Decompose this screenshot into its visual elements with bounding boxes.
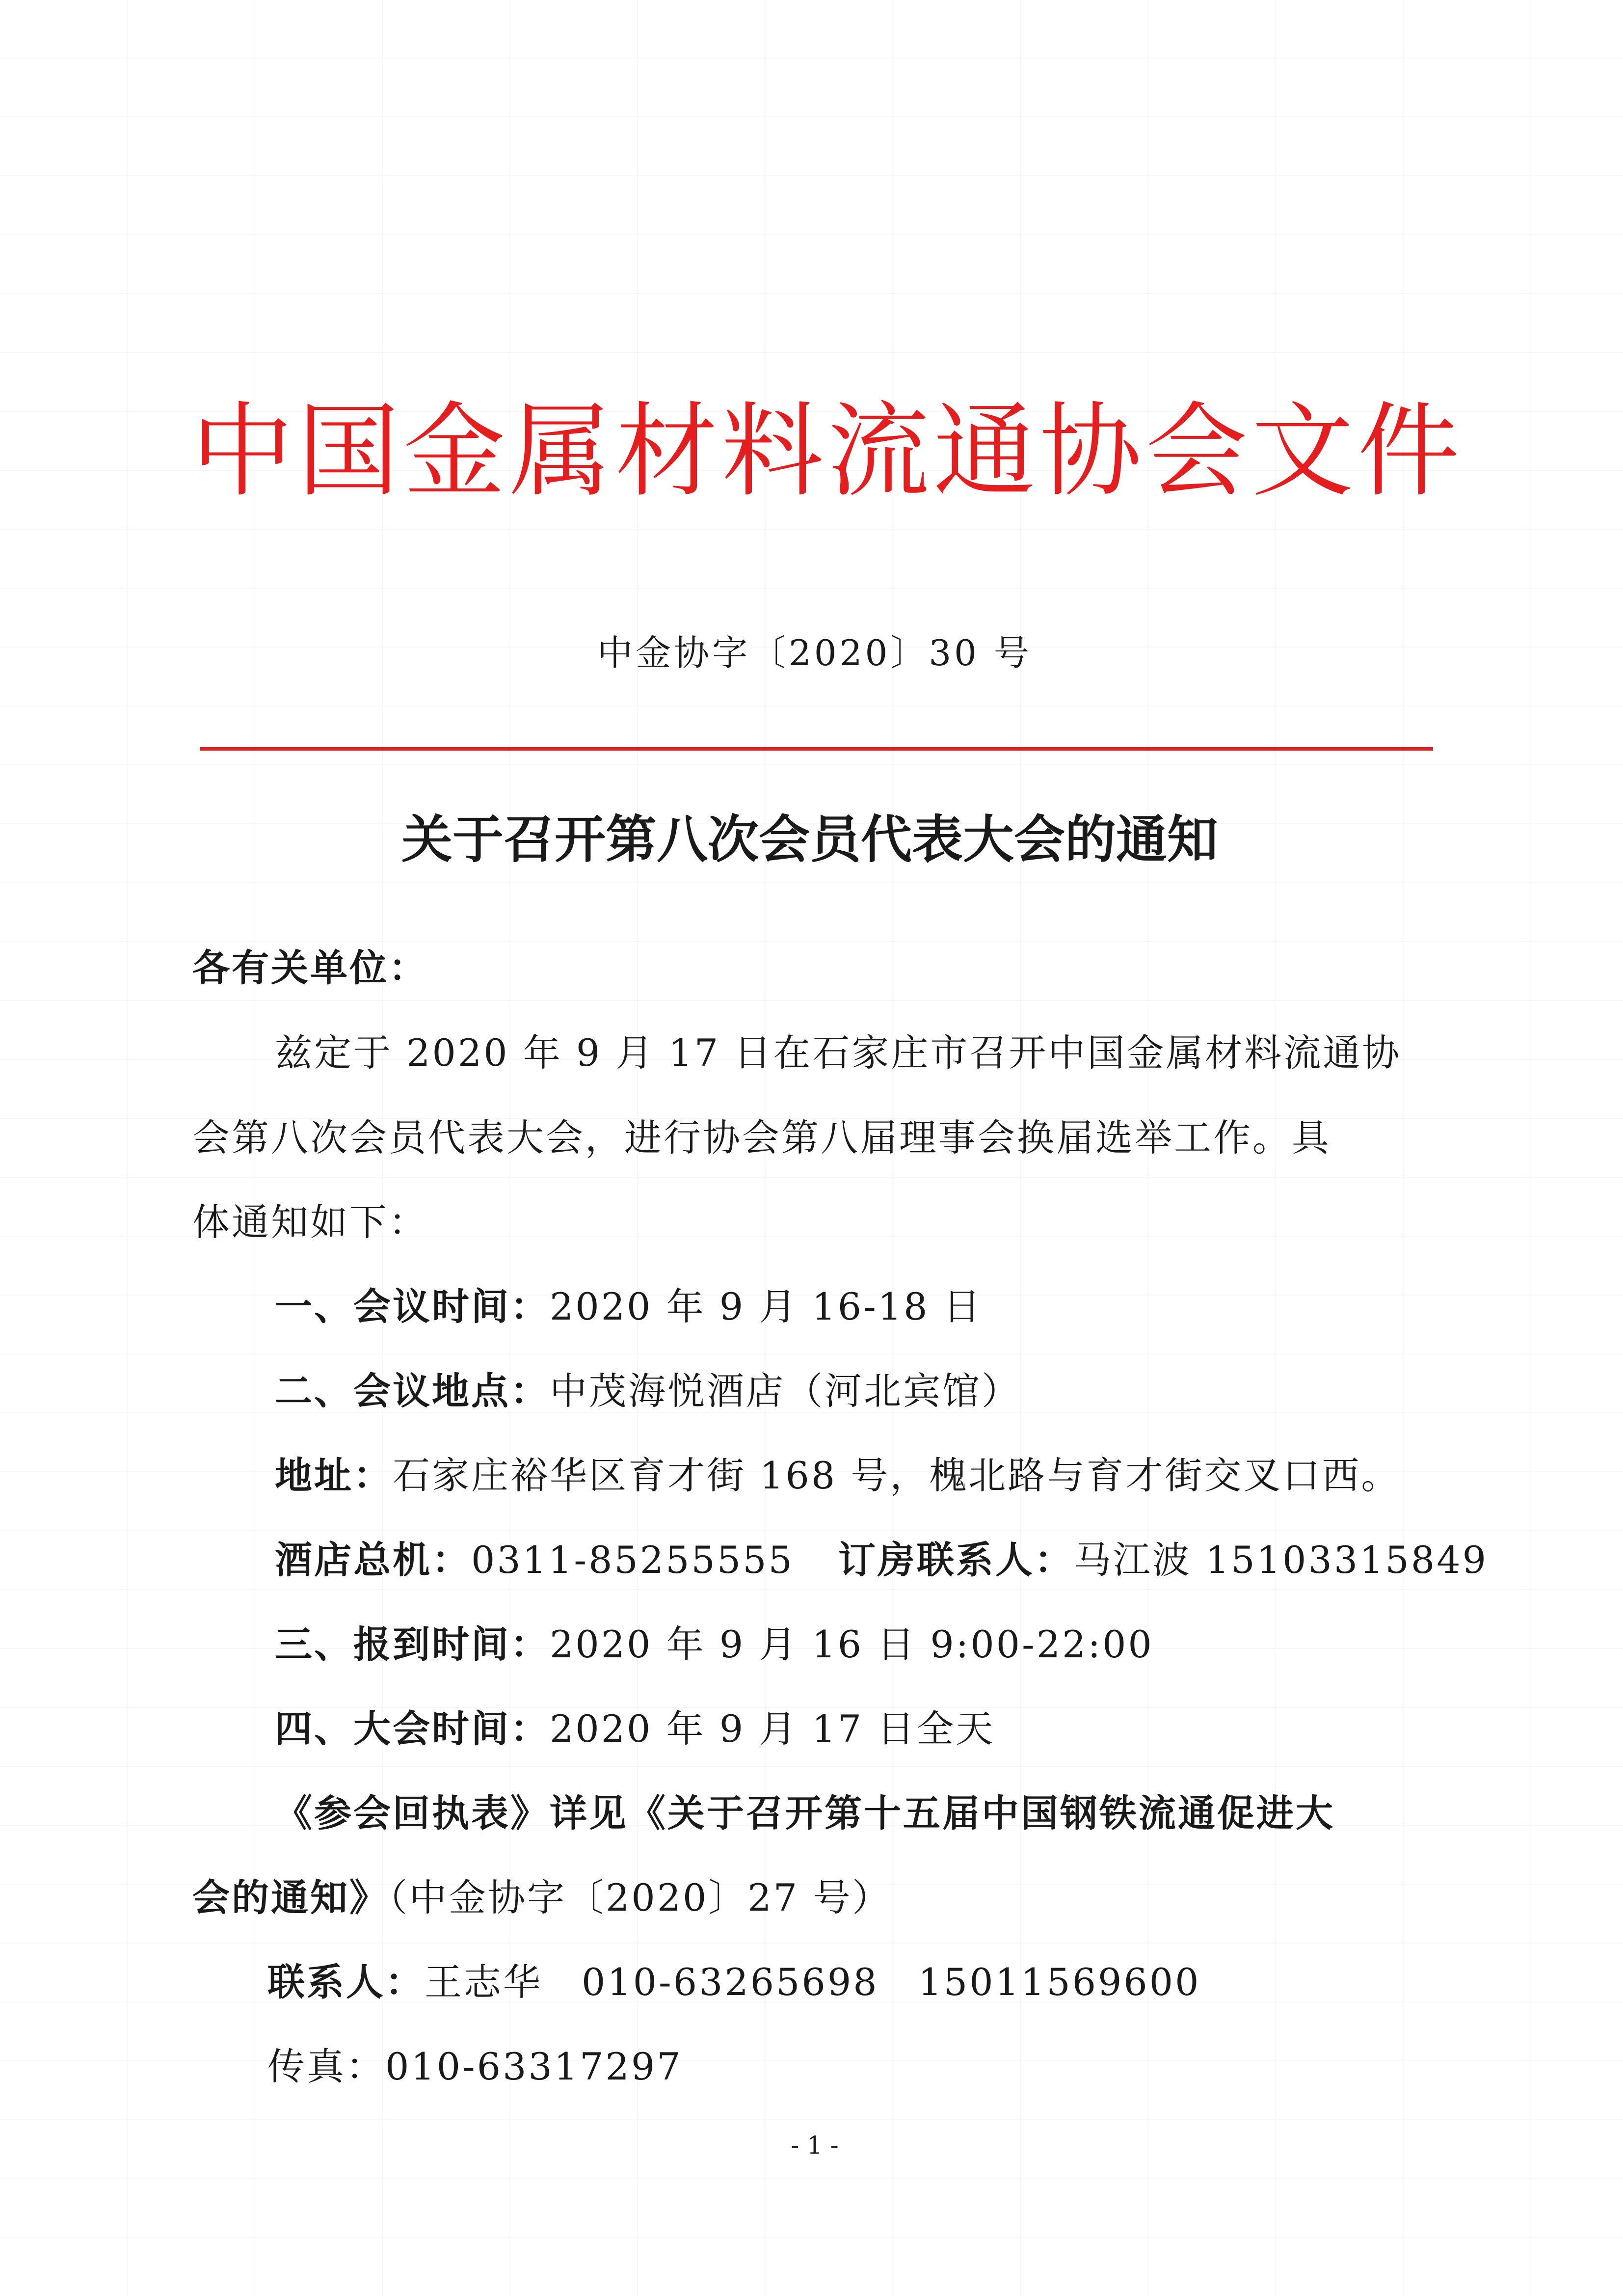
- meeting-time-label: 一、会议时间：: [275, 1285, 550, 1328]
- notice-title: 关于召开第八次会员代表大会的通知: [401, 810, 1218, 869]
- meeting-place-value: 中茂海悦酒店（河北宾馆）: [550, 1369, 1021, 1413]
- reference-doc-number: （中金协字〔2020〕27 号）: [389, 1876, 892, 1919]
- contact-label: 联系人：: [267, 1960, 425, 2004]
- address-value: 石家庄裕华区育才街 168 号，槐北路与育才街交叉口西。: [393, 1454, 1401, 1497]
- hotel-phone-label: 酒店总机：: [275, 1538, 471, 1582]
- conference-time-value: 2020 年 9 月 17 日全天: [550, 1707, 995, 1751]
- checkin-time-label: 三、报到时间：: [275, 1622, 550, 1666]
- booking-contact-label: 订房联系人：: [838, 1538, 1074, 1582]
- document-header-title: 中国金属材料流通协会文件: [191, 392, 1463, 511]
- salutation: 各有关单位：: [192, 946, 428, 990]
- meeting-place-label: 二、会议地点：: [275, 1369, 550, 1413]
- reference-line-2: [192, 1873, 891, 1922]
- conference-time-label: 四、大会时间：: [275, 1707, 550, 1751]
- document-number: 中金协字〔2020〕30 号: [597, 632, 1032, 674]
- meeting-place-row: [275, 1367, 1021, 1416]
- booking-contact-value: 马江波 15103315849: [1073, 1538, 1488, 1582]
- intro-line-2: 会第八次会员代表大会，进行协会第八届理事会换届选举工作。具: [192, 1116, 1331, 1160]
- address-row: [275, 1451, 1400, 1500]
- meeting-time-row: [275, 1282, 983, 1331]
- red-divider: [200, 747, 1433, 751]
- reference-line-1: 《参会回执表》详见《关于召开第十五届中国钢铁流通促进大: [275, 1791, 1335, 1835]
- reference-title-end: 会的通知》: [192, 1876, 389, 1919]
- hotel-phone-row: [275, 1536, 1488, 1585]
- fax-line: 传真：010-63317297: [267, 2045, 683, 2088]
- address-label: 地址：: [275, 1454, 393, 1497]
- checkin-time-value: 2020 年 9 月 16 日 9:00-22:00: [550, 1622, 1154, 1666]
- checkin-time-row: [275, 1620, 1154, 1669]
- intro-line-1: 兹定于 2020 年 9 月 17 日在石家庄市召开中国金属材料流通协: [275, 1031, 1402, 1075]
- contact-value: 王志华 010-63265698 15011569600: [425, 1960, 1201, 2004]
- contact-row: [267, 1958, 1200, 2007]
- page-number: - 1 -: [791, 2131, 839, 2160]
- meeting-time-value: 2020 年 9 月 16-18 日: [550, 1285, 983, 1328]
- intro-line-3: 体通知如下：: [192, 1200, 428, 1244]
- conference-time-row: [275, 1704, 995, 1754]
- hotel-phone-value: 0311-85255555: [471, 1538, 794, 1582]
